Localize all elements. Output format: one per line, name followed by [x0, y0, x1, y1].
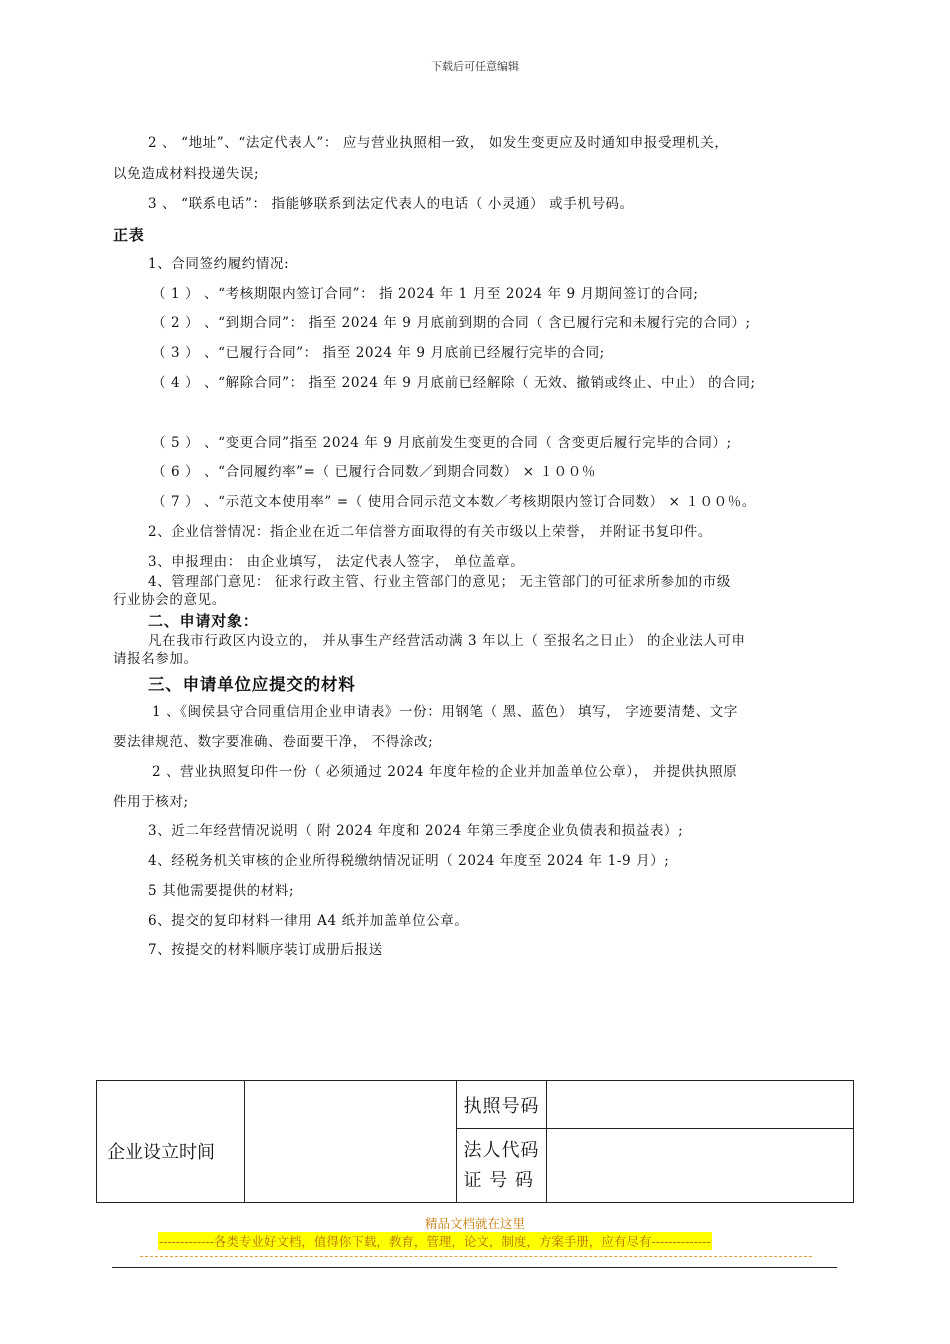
zhengbiao-item-1: 1、合同签约履约情况:	[148, 256, 290, 272]
establish-time-label-cell	[97, 1081, 245, 1203]
zhengbiao-item-4b: 行业协会的意见。	[113, 592, 226, 608]
zhengbiao-item-4a: 4、管理部门意见： 征求行政主管、行业主管部门的意见； 无主管部门的可征求所参加的市级	[148, 574, 731, 590]
section-3-line-5: 3、近二年经营情况说明（ 附 2024 年度和 2024 年第三季度企业负债表和损益表）;	[148, 823, 684, 839]
establish-time-value-cell[interactable]	[245, 1081, 457, 1203]
zhengbiao-sub-1: （ 1 ） 、“考核期限内签订合同”： 指 2024 年 1 月至 2024 年 9 月期间签订的合同;	[152, 286, 699, 302]
zhengbiao-item-2: 2、企业信誉情况：指企业在近二年信誉方面取得的有关市级以上荣誉， 并附证书复印件。	[148, 524, 712, 540]
section-3-line-2: 要法律规范、数字要准确、卷面要干净， 不得涂改;	[113, 734, 434, 750]
section-3-line-9: 7、按提交的材料顺序装订成册后报送	[148, 942, 383, 958]
intro-line-3: 3 、 “联系电话”： 指能够联系到法定代表人的电话（ 小灵通） 或手机号码。	[148, 196, 634, 212]
footer-dashed-divider	[140, 1256, 812, 1257]
legal-code-label-line-2: 证 号 码	[463, 1169, 534, 1191]
enterprise-info-table	[96, 1080, 854, 1203]
page-header: 下载后可任意编辑	[431, 60, 519, 73]
zhengbiao-item-3: 3、申报理由： 由企业填写， 法定代表人签字， 单位盖章。	[148, 554, 525, 570]
zhengbiao-sub-5: （ 5 ） 、“变更合同”指至 2024 年 9 月底前发生变更的合同（ 含变更后履行完毕的合同）;	[152, 435, 732, 451]
legal-code-label-cell	[457, 1129, 547, 1203]
page-bottom-rule	[112, 1267, 837, 1268]
footer-line-2: -------------各类专业好文档，值得你下载，教育，管理，论文，制度，方案手册，应有尽有--------------	[159, 1234, 711, 1249]
zhengbiao-sub-2: （ 2 ） 、“到期合同”： 指至 2024 年 9 月底前到期的合同（ 含已履行完和未履行完的合同）;	[152, 315, 751, 331]
zhengbiao-title: 正表	[113, 226, 145, 244]
section-3-line-4: 件用于核对;	[113, 794, 189, 810]
section-3-line-3: 2 、营业执照复印件一份（ 必须通过 2024 年度年检的企业并加盖单位公章）， 并提供执照原	[152, 764, 738, 780]
section-3-line-8: 6、提交的复印材料一律用 A4 纸并加盖单位公章。	[148, 913, 469, 929]
section-3-line-6: 4、经税务机关审核的企业所得税缴纳情况证明（ 2024 年度至 2024 年 1-9 月）;	[148, 853, 670, 869]
establish-time-label: 企业设立时间	[107, 1141, 215, 1163]
zhengbiao-sub-6: （ 6 ） 、“合同履约率”=（ 已履行合同数／到期合同数） × １００％	[152, 464, 596, 480]
section-2-line-1: 凡在我市行政区内设立的， 并从事生产经营活动满 3 年以上（ 至报名之日止） 的企业法人可申	[148, 633, 746, 649]
zhengbiao-sub-3: （ 3 ） 、“已履行合同”： 指至 2024 年 9 月底前已经履行完毕的合同;	[152, 345, 605, 361]
section-2-line-2: 请报名参加。	[113, 651, 198, 667]
section-2-title: 二、申请对象：	[148, 612, 259, 630]
intro-line-2: 以免造成材料投递失误;	[113, 166, 260, 182]
legal-code-label-line-1: 法人代码	[463, 1139, 540, 1161]
zhengbiao-sub-7: （ 7 ） 、“示范文本使用率” =（ 使用合同示范文本数／考核期限内签订合同数） × １００％。	[152, 494, 756, 510]
section-3-line-1: 1 、《闽侯县守合同重信用企业申请表》一份：用钢笔（ 黑、蓝色） 填写， 字迹要清楚、文字	[152, 704, 739, 720]
license-number-value-cell[interactable]	[547, 1081, 854, 1129]
section-3-line-7: 5 其他需要提供的材料;	[148, 883, 295, 899]
footer-line-1: 精品文档就在这里	[424, 1216, 525, 1231]
zhengbiao-sub-4: （ 4 ） 、“解除合同”： 指至 2024 年 9 月底前已经解除（ 无效、撤销或终止、中止） 的合同;	[152, 375, 756, 391]
intro-line-1: 2 、 “地址”、“法定代表人”： 应与营业执照相一致， 如发生变更应及时通知申报受理机关，	[148, 135, 729, 151]
section-3-title: 三、申请单位应提交的材料	[148, 675, 356, 694]
legal-code-value-cell[interactable]	[547, 1129, 854, 1203]
license-number-label-cell	[457, 1081, 547, 1129]
license-number-label: 执照号码	[463, 1095, 540, 1117]
